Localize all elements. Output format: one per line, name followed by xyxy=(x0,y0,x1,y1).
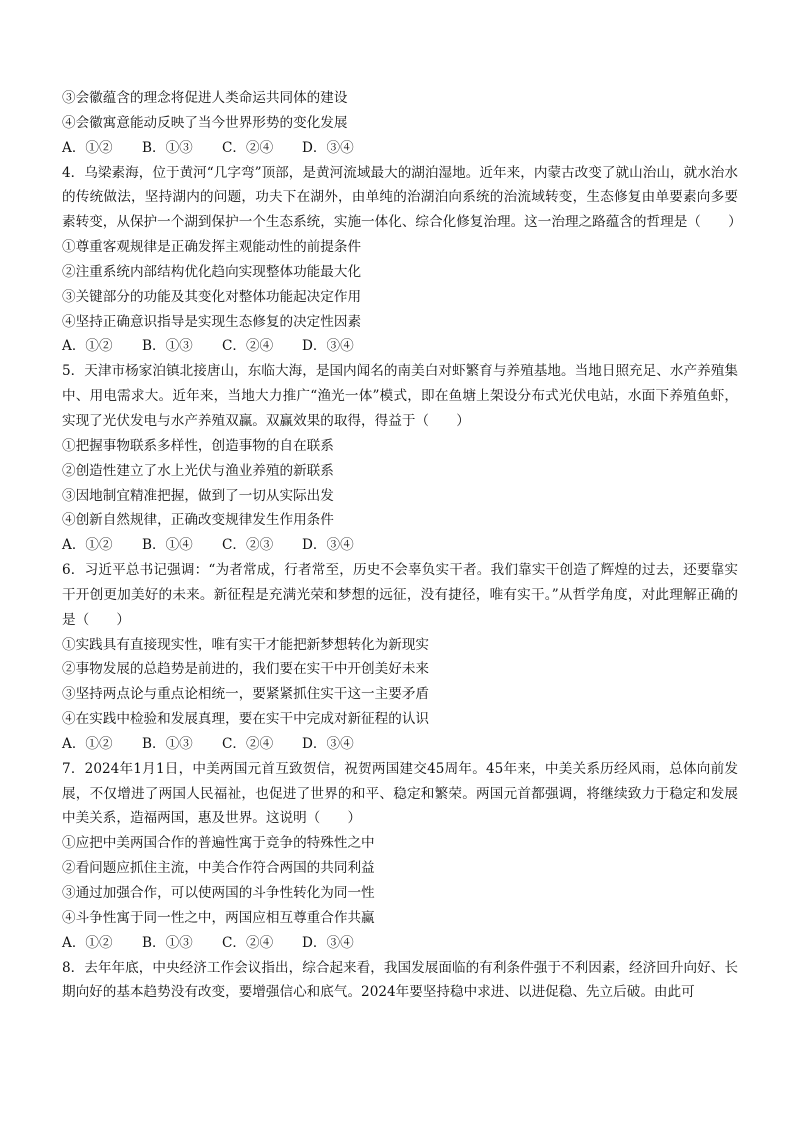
option-b: B．①③ xyxy=(142,139,193,156)
option-d: D．③④ xyxy=(302,338,354,355)
question-4-item-3: ③关键部分的功能及其变化对整体功能起决定作用 xyxy=(62,288,362,305)
question-7-item-1: ①应把中美两国合作的普遍性寓于竞争的特殊性之中 xyxy=(62,835,375,852)
option-a: A．①② xyxy=(62,338,113,355)
option-d: D．③④ xyxy=(302,735,354,752)
question-7-options xyxy=(62,931,738,956)
question-4-item-4: ④坚持正确意识指导是实现生态修复的决定性因素 xyxy=(62,313,362,330)
question-6-item-3: ③坚持两点论与重点论相统一，要紧紧抓住实干这一主要矛盾 xyxy=(62,686,430,703)
question-7-stem: 7．2024年1月1日，中美两国元首互致贺信，祝贺两国建交45周年。45年来，中美关系历经风雨，总体向前发展，不仅增进了两国人民福祉，也促进了世界的和平、稳定和繁荣。两国元首都强调，将继续致力于稳定和发展中美关系，造福两国，惠及世界。这说明（ ） xyxy=(62,760,738,827)
option-b: B．①③ xyxy=(142,934,193,951)
carryover-item-4: ④会徽寓意能动反映了当今世界形势的变化发展 xyxy=(62,114,348,131)
question-6-stem: 6．习近平总书记强调：“为者常成，行者常至，历史不会辜负实干者。我们靠实干创造了辉煌的过去，还要靠实干开创更加美好的未来。新征程是充满光荣和梦想的远征，没有捷径，唯有实干。”从哲学角度，对此理解正确的是（ ） xyxy=(62,562,738,628)
option-d: D．③④ xyxy=(302,934,354,951)
option-b: B．①③ xyxy=(142,735,193,752)
option-b: B．①③ xyxy=(142,338,193,355)
option-a: A．①② xyxy=(62,934,113,951)
carryover-item-3: ③会徽蕴含的理念将促进人类命运共同体的建设 xyxy=(62,90,348,106)
question-5-stem: 5．天津市杨家泊镇北接唐山，东临大海，是国内闻名的南美白对虾繁育与养殖基地。当地日照充足、水产养殖集中、用电需求大。近年来，当地大力推广“渔光一体”模式，即在鱼塘上架设分布式光伏电站，水面下养殖鱼虾，实现了光伏发电与水产养殖双赢。双赢效果的取得，得益于（ ） xyxy=(62,363,738,429)
option-a: A．①② xyxy=(62,537,113,554)
question-8-stem: 8．去年年底，中央经济工作会议指出，综合起来看，我国发展面临的有利条件强于不利因素，经济回升向好、长期向好的基本趋势没有改变，要增强信心和底气。2024年要坚持稳中求进、以进促稳、先立后破。由此可 xyxy=(62,959,738,1001)
option-c: C．②④ xyxy=(222,139,274,156)
question-4-item-1: ①尊重客观规律是正确发挥主观能动性的前提条件 xyxy=(62,239,362,256)
question-6-options xyxy=(62,732,738,757)
option-c: C．②③ xyxy=(222,537,274,554)
question-6-item-2: ②事物发展的总趋势是前进的，我们要在实干中开创美好未来 xyxy=(62,661,430,678)
question-7-item-4: ④斗争性寓于同一性之中，两国应相互尊重合作共赢 xyxy=(62,909,375,926)
option-a: A．①② xyxy=(62,139,113,156)
question-5-item-4: ④创新自然规律，正确改变规律发生作用条件 xyxy=(62,512,334,529)
question-7-item-3: ③通过加强合作，可以使两国的斗争性转化为同一性 xyxy=(62,885,375,901)
question-4-item-2: ②注重系统内部结构优化趋向实现整体功能最大化 xyxy=(62,263,362,280)
question-5-item-2: ②创造性建立了水上光伏与渔业养殖的新联系 xyxy=(62,462,334,479)
option-d: D．③④ xyxy=(302,139,354,156)
question-5-item-1: ①把握事物联系多样性，创造事物的自在联系 xyxy=(62,437,334,454)
question-6-item-4: ④在实践中检验和发展真理，要在实干中完成对新征程的认识 xyxy=(62,711,430,728)
question-6-item-1: ①实践具有直接现实性，唯有实干才能把新梦想转化为新现实 xyxy=(62,636,430,653)
option-c: C．②④ xyxy=(222,735,274,752)
option-c: C．②④ xyxy=(222,934,274,951)
option-b: B．①④ xyxy=(142,537,193,554)
option-c: C．②④ xyxy=(222,338,274,355)
question-5-item-3: ③因地制宜精准把握，做到了一切从实际出发 xyxy=(62,487,334,504)
carryover-options xyxy=(62,136,738,161)
question-4-options xyxy=(62,334,738,359)
option-a: A．①② xyxy=(62,735,113,752)
question-7-item-2: ②看问题应抓住主流，中美合作符合两国的共同利益 xyxy=(62,860,375,877)
exam-page xyxy=(62,86,742,1005)
option-d: D．③④ xyxy=(302,537,354,554)
question-5-options xyxy=(62,533,738,558)
question-4-stem: 4．乌梁素海，位于黄河“几字弯”顶部，是黄河流域最大的湖泊湿地。近年来，内蒙古改变了就山治山，就水治水的传统做法，坚持湖内的问题，功夫下在湖外，由单纯的治湖泊向系统的治流域转变，生态修复由单要素向多要素转变，从保护一个湖到保护一个生态系统，实施一体化、综合化修复治理。这一治理之路蕴含的哲理是（ ） xyxy=(62,164,742,231)
